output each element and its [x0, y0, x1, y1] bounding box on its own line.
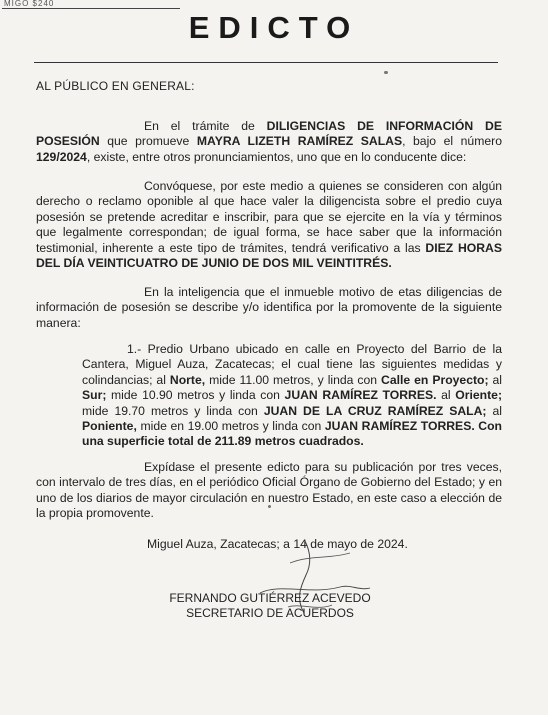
paragraph-property-description [82, 342, 502, 450]
text: mide en 19.00 metros y linda con [136, 419, 325, 434]
paper-speck [268, 505, 271, 508]
text: que promueve [99, 134, 197, 149]
date-line: Miguel Auza, Zacatecas; a 14 de mayo de 2024. [147, 537, 408, 551]
signer-name: FERNANDO GUTIÉRREZ ACEVEDO [169, 591, 371, 605]
direction-west: Poniente, [82, 419, 137, 434]
text: , bajo el número [402, 134, 502, 149]
boundary-west-and-area: JUAN RAMÍREZ TORRES. Con una superficie total de 211.89 metros cuadrados. [82, 419, 502, 449]
paragraph-publication [36, 460, 502, 522]
paper-speck [384, 71, 388, 74]
text: , existe, entre otros pronunciamientos, uno que en lo conducente dice: [86, 149, 467, 164]
boundary-north: Calle en Proyecto; [381, 372, 489, 387]
text: al [486, 403, 502, 418]
text: al [436, 388, 456, 403]
paragraph-intro [36, 119, 502, 165]
hearing-date: DIEZ HORAS DEL DÍA VEINTICUATRO DE JUNIO DE DOS MIL VEINTITRÉS. [36, 240, 502, 271]
corner-note-line [2, 8, 180, 9]
signature-block [160, 591, 380, 621]
boundary-east: JUAN DE LA CRUZ RAMÍREZ SALA; [263, 403, 487, 418]
text: En la inteligencia que el inmueble motivo de etas diligencias de información de posesión se describe y/o identifica por la promovente de la siguiente manera: [36, 285, 502, 330]
boundary-south: JUAN RAMÍREZ TORRES. [284, 388, 437, 403]
signer-role: SECRETARIO DE ACUERDOS [186, 606, 354, 620]
text: En el trámite de [144, 119, 267, 133]
greeting: AL PÚBLICO EN GENERAL: [36, 79, 195, 93]
direction-north: Norte, [169, 372, 206, 387]
title-divider [34, 62, 498, 63]
text: 1.- Predio Urbano ubicado en calle en Proyecto del Barrio de la Cantera, Miguel Auza, Zacatecas; el cual tiene las siguientes medidas y colindancias; al [82, 342, 502, 387]
text: mide 10.90 metros y linda con [106, 388, 285, 403]
promoter-name: MAYRA LIZETH RAMÍREZ SALAS [196, 134, 403, 149]
text: mide 19.70 metros y linda con [82, 403, 264, 418]
document-title: EDICTO [188, 10, 360, 45]
text: al [488, 372, 503, 387]
direction-south: Sur; [82, 388, 107, 403]
case-number: 129/2024 [36, 149, 87, 164]
paragraph-summons [36, 179, 502, 271]
text: mide 11.00 metros, y linda con [205, 372, 382, 387]
paragraph-property-intro [36, 285, 502, 331]
corner-note-text: MIGO $240 [4, 0, 55, 8]
text: Expídase el presente edicto para su publicación por tres veces, con intervalo de tres días, en el periódico Oficial Órgano de Gobierno del Estado; y en uno de los diarios de mayor circulación en nuestro Estado, en este caso a elección de la propia promovente. [36, 460, 502, 521]
procedure-type: DILIGENCIAS DE INFORMACIÓN DE POSESIÓN [36, 119, 502, 149]
direction-east: Oriente; [455, 388, 503, 403]
text: Convóquese, por este medio a quienes se consideren con algún derecho o reclamo oponible al que hace valer la diligencista sobre el predio cuya posesión se pretende acreditar e inscribir, para que se ejercite en la vía y términos que legalmente correspondan; de igual forma, se hace saber que la información testimonial, inherente a este tipo de trámites, tendrá verificativo a las [36, 179, 502, 255]
